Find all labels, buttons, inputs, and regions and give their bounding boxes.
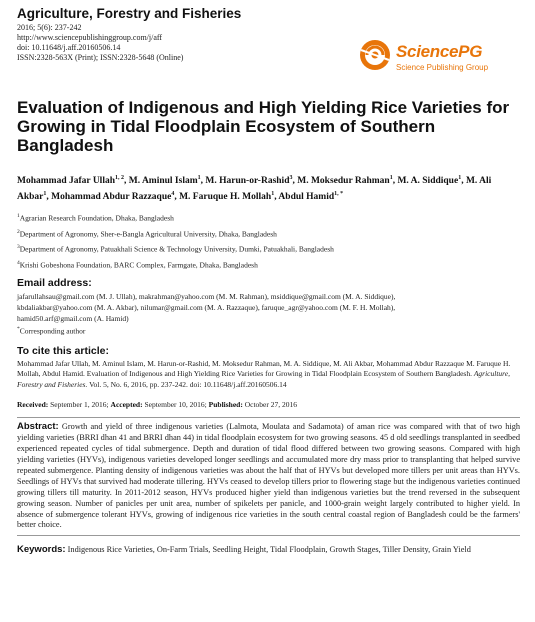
journal-url[interactable]: http://www.sciencepublishinggroup.com/j/aff — [17, 33, 163, 42]
cite-heading: To cite this article: — [17, 344, 109, 357]
corresponding-author-note: *Corresponding author — [17, 326, 86, 336]
volume-line: 2016; 5(6): 237-242 — [17, 23, 82, 32]
author: M. Aminul Islam$^1$, — [128, 175, 206, 187]
affiliations — [17, 212, 520, 269]
affiliation: $^3$Department of Agronomy, Patuakhali Science & Technology University, Dumki, Patuakhali, Bangladesh — [17, 244, 334, 254]
affiliation: $^4$Krishi Gobeshona Foundation, BARC Complex, Farmgate, Dhaka, Bangladesh — [17, 259, 258, 270]
article-title: Evaluation of Indigenous and High Yielding Rice Varieties for Growing in Tidal Floodplain Ecosystem of Southern Bangladesh — [17, 98, 510, 155]
keywords-label: Keywords: — [17, 544, 66, 556]
author: M. A. Siddique$^1$, — [397, 175, 466, 187]
issn-line: ISSN:2328-563X (Print); ISSN:2328-5648 (Online) — [17, 53, 184, 62]
author-list — [17, 172, 520, 203]
author: M. Ali Akbar$^1$, — [17, 176, 492, 202]
author: M. Faruque H. Mollah$^1$, — [179, 190, 279, 202]
email-line[interactable]: kbdaliakbar@yahoo.com (M. A. Akbar), nilumar@gmail.com (M. A. Razzaque), faruque_agr@yahoo.com (M. F. H. Mollah), — [17, 303, 396, 313]
email-line[interactable]: hamid50.arf@gmail.com (A. Hamid) — [17, 314, 129, 324]
abstract — [17, 417, 520, 536]
doi-line: doi: 10.11648/j.aff.20160506.14 — [17, 43, 121, 52]
article-header — [17, 6, 520, 98]
publisher-subtitle: Science Publishing Group — [396, 63, 489, 72]
email-line[interactable]: jafarullahsau@gmail.com (M. J. Ullah), makrahman@yahoo.com (M. M. Rahman), msiddique@gmail.com (M. A. Siddique), — [17, 292, 396, 302]
author: M. Harun-or-Rashid$^3$, — [205, 175, 298, 187]
publisher-name: SciencePG — [396, 42, 483, 61]
author: M. Moksedur Rahman$^1$, — [297, 175, 398, 187]
publisher-logo — [354, 36, 504, 84]
keywords-text: Indigenous Rice Varieties, On-Farm Trials, Seedling Height, Tidal Floodplain, Growth Stages, Tiller Density, Grain Yield — [65, 545, 471, 555]
affiliation: $^2$Department of Agronomy, Sher-e-Bangla Agricultural University, Dhaka, Bangladesh — [17, 228, 277, 239]
email-list — [17, 291, 520, 337]
publisher-logo-icon — [358, 38, 392, 72]
author: Mohammad Abdur Razzaque$^4$, — [51, 190, 180, 202]
author: Mohammad Jafar Ullah$^{1, 2}$, — [17, 175, 129, 187]
affiliation: $^1$Agrarian Research Foundation, Dhaka, Bangladesh — [17, 213, 174, 223]
email-heading: Email address: — [17, 277, 92, 290]
author: Abdul Hamid$^{1, *}$ — [278, 190, 344, 202]
journal-name: Agriculture, Forestry and Fisheries — [17, 6, 242, 21]
citation: Mohammad Jafar Ullah, M. Aminul Islam, M. Harun-or-Rashid, M. Moksedur Rahman, M. A. Siddique, M. Ali Akbar, Mohammad Abdur Razzaque M. Faruque H. Mollah, Abdul Hamid. Evaluation of Indigenous and High Yielding Rice Varieties for Growing in Tidal Floodplain Ecosystem of Southern Bangladesh. Agriculture, Forestry and Fisheries. Vol. 5, No. 6, 2016, pp. 237-242. doi: 10.11648/j.aff.20160506.14 — [17, 358, 511, 389]
abstract-label: Abstract: — [17, 421, 59, 433]
article-dates: Received: September 1, 2016; Accepted: September 10, 2016; Published: October 27, 2016 — [17, 400, 297, 410]
abstract-text: Growth and yield of three indigenous varieties (Lalmota, Moulata and Sadamota) of aman rice was compared with that of two high yielding varieties (BRRI dhan 41 and BRRI dhan 44) in tidal floodplain ecosystem for two growing seasons. 45 d old seedlings transplanted in seedbed experienced repeated cycles of tidal submergence. Depth and duration of tidal flood differed between two growing seasons. Compared with high yielding varieties (HYVs), indigenous varieties developed longer seedlings and accumulated more dry mass prior to transplanting that helped survive repeated submergence. Planting density of indigenous varieties was about the half that of HYVs but developed more tillers per unit areas than HYVs. Seedlings of HYVs that survived had moderate tillering. HYVs ceased to develop tillers prior to flowering stage but the indigenous varieties continued growing tillers till maturity. In 2011-2012 season, HYVs produced higher yield than indigenous varieties but the trend reversed in the subsequent growing season. Number of panicles per unit area, number of spikelets per panicle, and 1000-grain weight largely contributed to higher yield. In absence of submergence tolerant HYVs, growing of indigenous rice varieties in the south central coastal region of Bangladesh could be the farmers' better choice. — [17, 422, 520, 530]
keywords — [17, 544, 520, 555]
